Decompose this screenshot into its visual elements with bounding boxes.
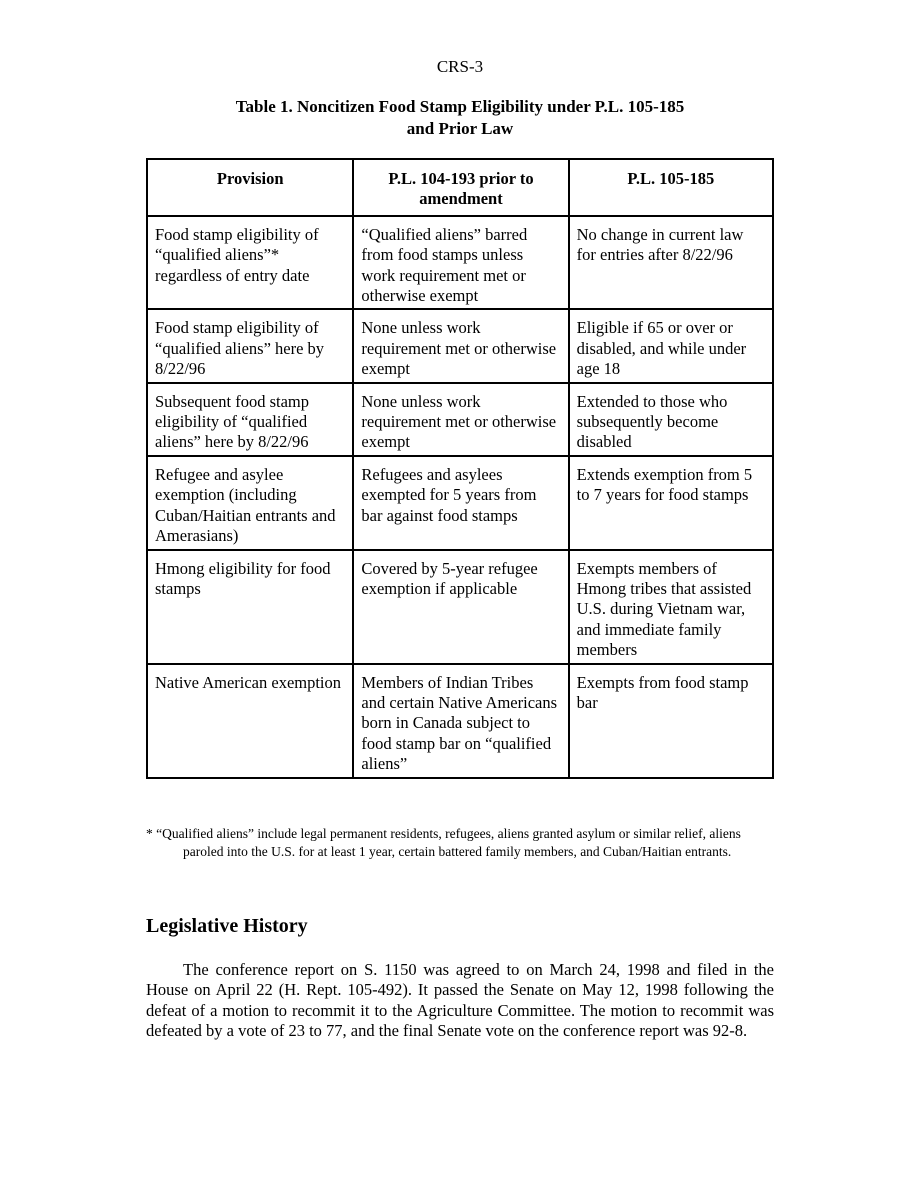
cell-prior-law: Members of Indian Tribes and certain Native Americans born in Canada subject to food stamp bar on “qualified aliens” xyxy=(353,664,568,778)
page-label: CRS-3 xyxy=(436,57,484,76)
cell-provision: Refugee and asylee exemption (including Cuban/Haitian entrants and Amerasians) xyxy=(147,456,353,550)
cell-provision: Subsequent food stamp eligibility of “qualified aliens” here by 8/22/96 xyxy=(147,383,353,456)
cell-prior-law: None unless work requirement met or otherwise exempt xyxy=(353,309,568,382)
table-row xyxy=(147,216,773,310)
table-title-line-2: and Prior Law xyxy=(406,119,514,138)
cell-new-law: Extended to those who subsequently become disabled xyxy=(569,383,773,456)
column-header-new-law: P.L. 105-185 xyxy=(569,159,773,216)
cell-provision: Native American exemption xyxy=(147,664,353,778)
cell-provision: Hmong eligibility for food stamps xyxy=(147,550,353,664)
cell-prior-law: Refugees and asylees exempted for 5 years from bar against food stamps xyxy=(353,456,568,550)
cell-prior-law: None unless work requirement met or otherwise exempt xyxy=(353,383,568,456)
column-header-prior-law: P.L. 104-193 prior to amendment xyxy=(353,159,568,216)
table-row xyxy=(147,550,773,664)
table-title xyxy=(146,96,774,140)
cell-prior-law: Covered by 5-year refugee exemption if applicable xyxy=(353,550,568,664)
cell-new-law: No change in current law for entries after 8/22/96 xyxy=(569,216,773,310)
eligibility-table xyxy=(146,158,774,779)
column-header-provision: Provision xyxy=(147,159,353,216)
table-header-row xyxy=(147,159,773,216)
section-heading: Legislative History xyxy=(146,915,308,937)
table-row xyxy=(147,383,773,456)
cell-provision: Food stamp eligibility of “qualified aliens”* regardless of entry date xyxy=(147,216,353,310)
cell-new-law: Exempts members of Hmong tribes that assisted U.S. during Vietnam war, and immediate family members xyxy=(569,550,773,664)
body-paragraph: The conference report on S. 1150 was agreed to on March 24, 1998 and filed in the House on April 22 (H. Rept. 105-492). It passed the Senate on May 12, 1998 following the defeat of a motion to recommit it to the Agriculture Committee. The motion to recommit was defeated by a vote of 23 to 77, and the final Senate vote on the conference report was 92-8. xyxy=(146,960,774,1040)
cell-new-law: Extends exemption from 5 to 7 years for food stamps xyxy=(569,456,773,550)
cell-prior-law: “Qualified aliens” barred from food stamps unless work requirement met or otherwise exempt xyxy=(353,216,568,310)
table-row xyxy=(147,456,773,550)
table-title-line-1: Table 1. Noncitizen Food Stamp Eligibility under P.L. 105-185 xyxy=(235,97,685,116)
table-row xyxy=(147,664,773,778)
cell-new-law: Exempts from food stamp bar xyxy=(569,664,773,778)
table-row xyxy=(147,309,773,382)
table-footnote: * “Qualified aliens” include legal permanent residents, refugees, aliens granted asylum or similar relief, aliens paroled into the U.S. for at least 1 year, certain battered family members, and Cuban/Haitian entrants. xyxy=(146,826,741,859)
cell-new-law: Eligible if 65 or over or disabled, and while under age 18 xyxy=(569,309,773,382)
cell-provision: Food stamp eligibility of “qualified aliens” here by 8/22/96 xyxy=(147,309,353,382)
